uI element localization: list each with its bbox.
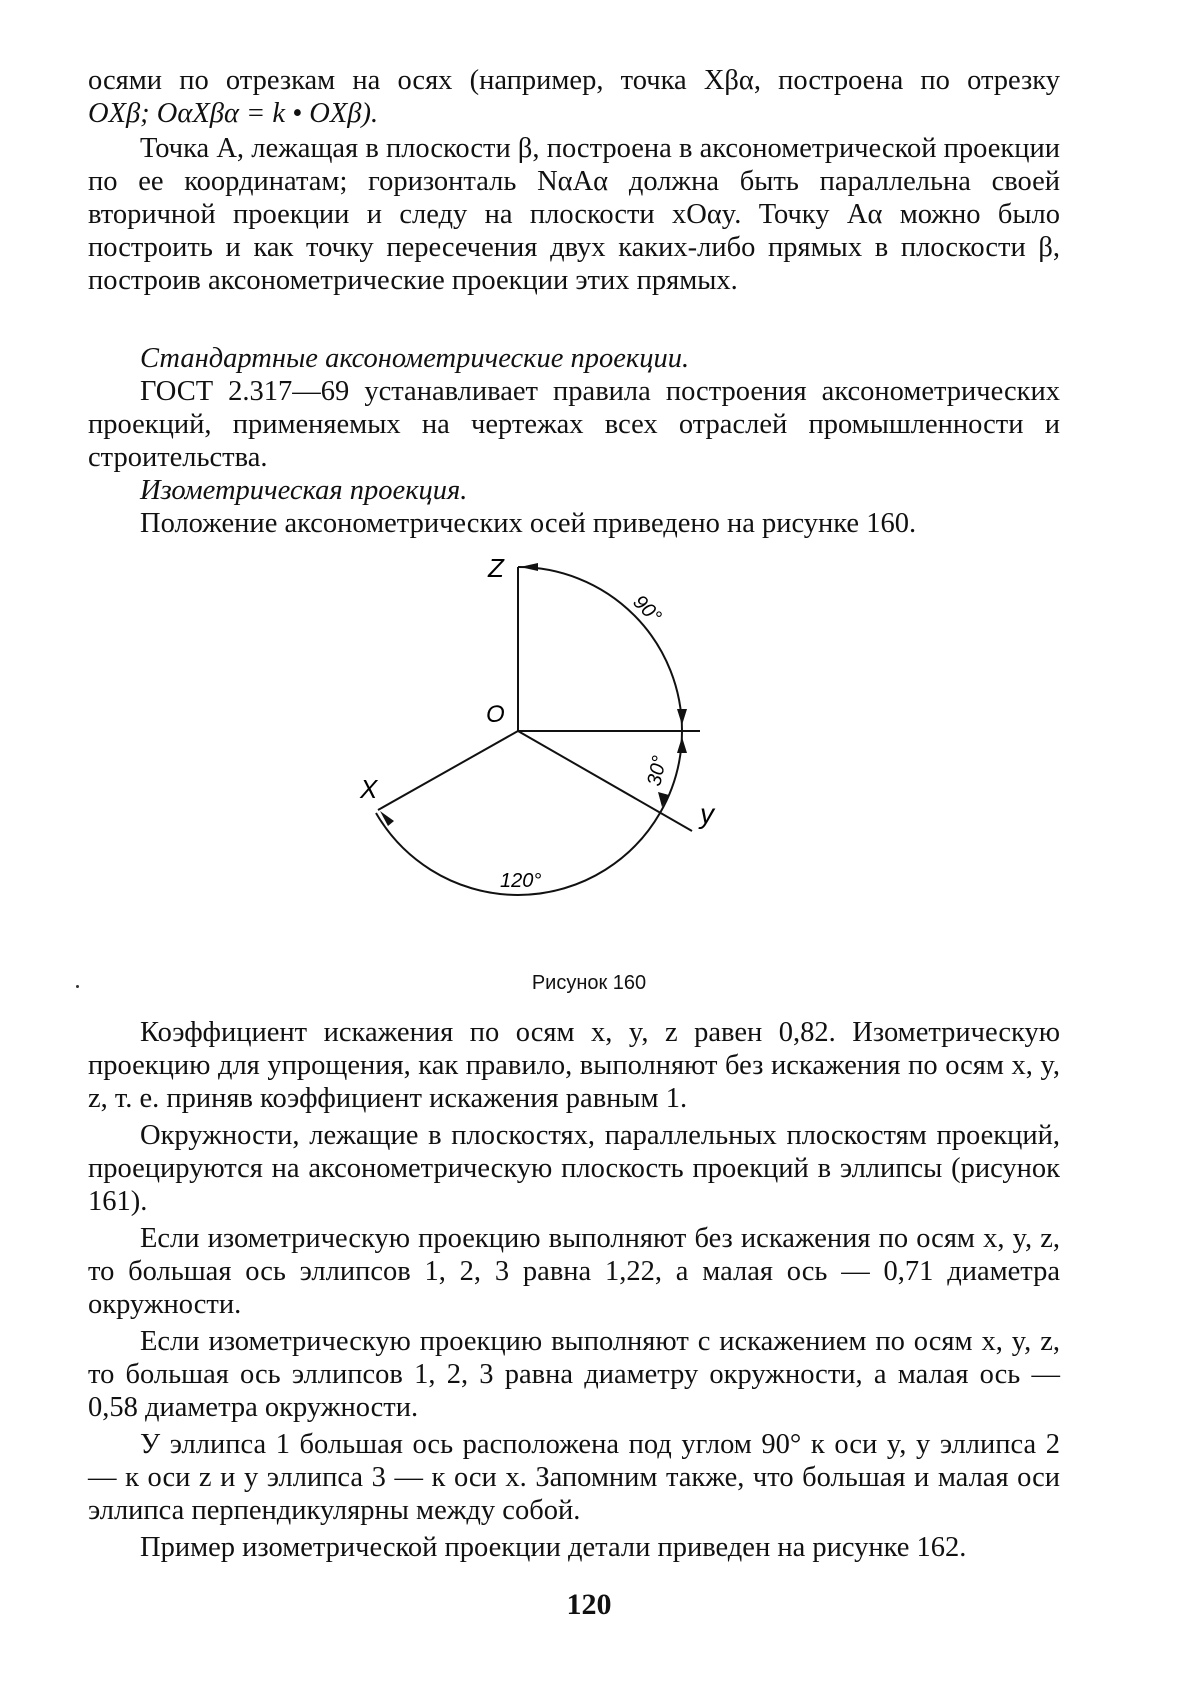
- arrow-head: [520, 563, 538, 571]
- text-line: осями по отрезкам на осях (например, точка Xβα, построена по отрезку: [88, 65, 1060, 96]
- section-standard: [88, 342, 1060, 540]
- arc-90: [518, 567, 682, 731]
- paragraph-point-a: [88, 132, 1060, 297]
- paragraph-text: Коэффициент искажения по осям x, y, z равен 0,82. Изометрическую проекцию для упрощения, как правило, выполняют без искажения по осям x, y, z, т. е. приняв коэффициент искажения равным 1.: [88, 1017, 1060, 1114]
- origin-label: O: [486, 701, 505, 728]
- angle-label-120: 120°: [500, 870, 542, 892]
- x-axis: [378, 731, 518, 810]
- angle-label-90: 90°: [628, 590, 666, 628]
- figure-caption: Рисунок 160: [531, 972, 647, 994]
- paragraph-text: Окружности, лежащие в плоскостях, параллельных плоскостям проекций, проецируются на аксонометрическую плоскость проекций в эллипсы (рисунок 161).: [88, 1120, 1060, 1217]
- paragraph-text: У эллипса 1 большая ось расположена под углом 90° к оси y, у эллипса 2 — к оси z и у эллипса 3 — к оси x. Запомним также, что большая и малая оси эллипса перпендикулярны между собой.: [88, 1429, 1060, 1526]
- paragraph-text: Если изометрическую проекцию выполняют без искажения по осям x, y, z, то большая ось эллипсов 1, 2, 3 равна 1,22, а малая ось — 0,71 диаметра окружности.: [88, 1223, 1060, 1320]
- isometric-axes-figure: [360, 553, 780, 995]
- arrow-head: [677, 737, 687, 753]
- paragraph-text: Положение аксонометрических осей приведено на рисунке 160.: [140, 508, 917, 539]
- section-heading: Изометрическая проекция.: [140, 475, 468, 506]
- body-continuation: [88, 1016, 1060, 1564]
- axis-label-x: X: [360, 774, 378, 804]
- section-heading: Стандартные аксонометрические проекции.: [140, 343, 690, 374]
- paragraph-text: Точка A, лежащая в плоскости β, построена в аксонометрической проекции по ее координатам; горизонталь NαAα должна быть параллельна своей вторичной проекции и следу на плоскости xOαy. Точку Aα можно было построить и как точку пересечения двух каких-либо прямых в плоскости β, построив аксонометрические проекции этих прямых.: [88, 133, 1060, 296]
- page-number: 120: [566, 1588, 612, 1621]
- axis-label-y: y: [700, 798, 714, 829]
- paragraph-text: Если изометрическую проекцию выполняют с искажением по осям x, y, z, то большая ось эллипсов 1, 2, 3 равна диаметру окружности, а малая ось — 0,58 диаметра окружности.: [88, 1326, 1060, 1423]
- angle-label-30: 30°: [643, 753, 672, 789]
- arrow-head: [677, 709, 687, 725]
- paragraph-intro: [88, 64, 1060, 130]
- paragraph-text: ГОСТ 2.317—69 устанавливает правила построения аксонометрических проекций, применяемых на чертежах всех отраслей промышленности и строительства.: [88, 376, 1060, 473]
- axis-label-z: Z: [488, 553, 504, 583]
- formula-line: OXβ; OαXβα = k • OXβ).: [88, 98, 379, 129]
- paragraph-text: Пример изометрической проекции детали приведен на рисунке 162.: [140, 1532, 967, 1563]
